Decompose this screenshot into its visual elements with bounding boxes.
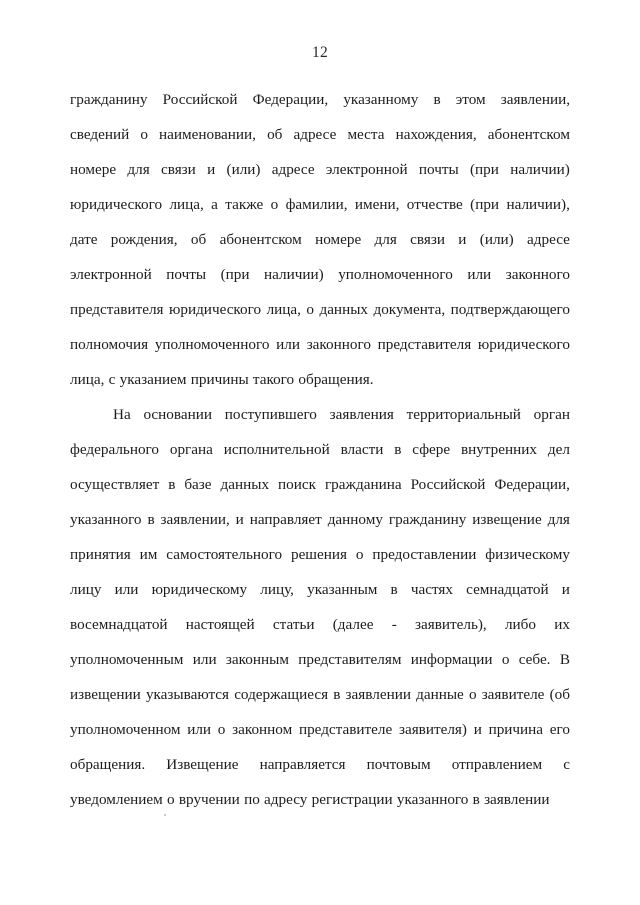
- word: федерального: [70, 441, 159, 458]
- word: о: [501, 651, 510, 668]
- word: осуществляет: [70, 476, 160, 493]
- word: принятия: [70, 546, 131, 563]
- word: исполнительной: [223, 441, 330, 458]
- word: заявлении,: [500, 91, 570, 108]
- word: представителям: [298, 651, 402, 668]
- word: почтовым: [366, 756, 431, 773]
- word: основании: [143, 406, 212, 423]
- word: представителя: [70, 301, 164, 318]
- word: регистрации: [311, 791, 393, 808]
- word: или: [276, 336, 300, 353]
- word: обращения.: [298, 371, 374, 388]
- word: юридического: [477, 336, 570, 353]
- word: отправлением: [451, 756, 543, 773]
- word: о: [355, 546, 364, 563]
- word: об: [267, 126, 283, 143]
- word: адресу: [264, 791, 308, 808]
- word: себе.: [518, 651, 551, 668]
- word: связи: [160, 161, 196, 178]
- word: (при: [470, 161, 499, 178]
- word: или: [192, 651, 217, 668]
- word: с: [563, 756, 570, 773]
- word: в: [147, 511, 155, 528]
- word: в: [394, 441, 402, 458]
- word: законного: [306, 336, 371, 353]
- word: заявителя): [398, 721, 467, 738]
- word: сведений: [70, 126, 130, 143]
- word: для: [374, 231, 397, 248]
- word: указанного: [70, 511, 142, 528]
- word: данные: [416, 686, 464, 703]
- word: места: [347, 126, 385, 143]
- word: заявлении: [484, 791, 550, 808]
- word: заявителе: [481, 686, 545, 703]
- word: обращения.: [70, 756, 146, 773]
- word: и: [207, 161, 216, 178]
- word: данному: [327, 511, 383, 528]
- word: уполномоченного: [338, 266, 453, 283]
- word: предоставлении: [372, 546, 477, 563]
- word: адресе: [271, 161, 315, 178]
- word: указанием: [119, 371, 187, 388]
- word: такого: [252, 371, 295, 388]
- word: его: [549, 721, 570, 738]
- word: статьи: [272, 616, 315, 633]
- word: (или): [479, 231, 514, 248]
- word: о: [270, 196, 279, 213]
- word: восемнадцатой: [70, 616, 168, 633]
- word: в: [333, 686, 341, 703]
- word: заявления: [329, 406, 394, 423]
- word: законным: [225, 651, 289, 668]
- word: (при: [470, 196, 500, 213]
- text-line: [70, 537, 570, 572]
- word: представителя: [377, 336, 472, 353]
- word: заявлении: [345, 686, 411, 703]
- word: о: [140, 126, 148, 143]
- paragraph-2: [70, 397, 570, 817]
- word: Федерации,: [494, 476, 570, 493]
- word: о: [217, 721, 226, 738]
- word: наличии): [510, 161, 570, 178]
- text-line: [70, 642, 570, 677]
- word: Извещение: [166, 756, 239, 773]
- word: с: [108, 371, 116, 388]
- word: законного: [505, 266, 570, 283]
- page-number: 12: [311, 44, 329, 61]
- word: рождения,: [110, 231, 178, 248]
- word: абонентском: [219, 231, 302, 248]
- word: в: [472, 791, 480, 808]
- text-line: [70, 432, 570, 467]
- word: указанным: [307, 581, 378, 598]
- word: о: [468, 686, 477, 703]
- word: наличии): [264, 266, 324, 283]
- word: номере: [315, 231, 362, 248]
- paragraph-1: [70, 82, 570, 397]
- text-line: [70, 747, 570, 782]
- word: документа,: [373, 301, 446, 318]
- word: информации: [410, 651, 493, 668]
- text-line: [70, 362, 570, 397]
- word: их: [554, 616, 570, 633]
- word: извещение: [472, 511, 542, 528]
- word: имени,: [354, 196, 400, 213]
- word: а: [211, 196, 218, 213]
- text-line: [70, 82, 570, 117]
- word: уведомлением: [70, 791, 163, 808]
- word: поиск: [278, 476, 316, 493]
- word: о: [306, 301, 314, 318]
- text-line: [70, 607, 570, 642]
- word: власти: [340, 441, 384, 458]
- word: самостоятельного: [166, 546, 283, 563]
- word: связи: [410, 231, 445, 248]
- word: об: [190, 231, 207, 248]
- word: (об: [549, 686, 570, 703]
- word: уполномоченного: [154, 336, 270, 353]
- text-line: [70, 117, 570, 152]
- word: гражданину: [70, 91, 148, 108]
- word: почты: [418, 161, 459, 178]
- word: территориальный: [406, 406, 521, 423]
- word: поступившего: [224, 406, 317, 423]
- word: (далее: [332, 616, 374, 633]
- word: заявлении,: [160, 511, 230, 528]
- word: о: [167, 791, 175, 808]
- word: отчестве: [406, 196, 463, 213]
- word: юридического: [70, 196, 163, 213]
- word: юридического: [169, 301, 262, 318]
- text-line: [70, 467, 570, 502]
- word: (или): [226, 161, 261, 178]
- text-line: [70, 327, 570, 362]
- word: для: [127, 161, 150, 178]
- word: данных: [319, 301, 368, 318]
- word: дел: [547, 441, 570, 458]
- word: адресе: [527, 231, 570, 248]
- word: направляет: [249, 511, 322, 528]
- word: для: [547, 511, 570, 528]
- document-body: [70, 82, 570, 817]
- word: и: [235, 511, 244, 528]
- word: полномочия: [70, 336, 149, 353]
- word: или: [114, 581, 139, 598]
- word: базе: [184, 476, 212, 493]
- word: подтверждающего: [450, 301, 570, 318]
- word: решения: [290, 546, 347, 563]
- word: Российской: [410, 476, 486, 493]
- word: сфере: [412, 441, 451, 458]
- scan-speck: [164, 814, 166, 816]
- word: в: [433, 91, 441, 108]
- word: На: [113, 406, 131, 423]
- word: гражданина: [324, 476, 402, 493]
- word: настоящей: [185, 616, 255, 633]
- word: почты: [166, 266, 207, 283]
- word: физическому: [485, 546, 570, 563]
- word: абонентском: [487, 126, 570, 143]
- word: этом: [455, 91, 486, 108]
- text-line: [70, 502, 570, 537]
- word: нахождения,: [395, 126, 477, 143]
- word: законном: [232, 721, 293, 738]
- word: наличии),: [506, 196, 570, 213]
- text-line: [70, 572, 570, 607]
- text-line: [70, 782, 570, 817]
- word: в: [390, 581, 398, 598]
- word: причины: [190, 371, 249, 388]
- word: дате: [70, 231, 98, 248]
- word: электронной: [325, 161, 408, 178]
- word: фамилии,: [285, 196, 348, 213]
- word: лица,: [70, 371, 105, 388]
- word: по: [244, 791, 260, 808]
- word: Федерации,: [252, 91, 329, 108]
- word: им: [139, 546, 158, 563]
- word: извещении: [70, 686, 141, 703]
- word: направляется: [259, 756, 346, 773]
- word: и: [561, 581, 570, 598]
- word: заявитель),: [414, 616, 487, 633]
- text-line: [70, 187, 570, 222]
- text-line: [70, 257, 570, 292]
- word: лица,: [169, 196, 204, 213]
- text-line: [70, 397, 570, 432]
- word: номере: [70, 161, 117, 178]
- text-line: [70, 152, 570, 187]
- word: уполномоченном: [70, 721, 181, 738]
- word: либо: [504, 616, 536, 633]
- word: уполномоченным: [70, 651, 184, 668]
- word: лицу,: [260, 581, 294, 598]
- word: в: [168, 476, 176, 493]
- word: наименовании,: [159, 126, 256, 143]
- word: содержащиеся: [234, 686, 329, 703]
- word: указанного: [396, 791, 469, 808]
- word: частях: [410, 581, 453, 598]
- word: органа: [169, 441, 213, 458]
- text-line: [70, 677, 570, 712]
- text-line: [70, 222, 570, 257]
- word: указываются: [145, 686, 230, 703]
- word: внутренних: [460, 441, 537, 458]
- word: юридическому: [151, 581, 248, 598]
- word: и: [458, 231, 467, 248]
- word: орган: [533, 406, 570, 423]
- word: В: [559, 651, 570, 668]
- word: (при: [220, 266, 250, 283]
- word: представителе: [298, 721, 393, 738]
- word: лица,: [266, 301, 301, 318]
- word: или: [467, 266, 492, 283]
- word: гражданину: [388, 511, 467, 528]
- word: Российской: [162, 91, 238, 108]
- word: вручении: [178, 791, 240, 808]
- word: лицу: [70, 581, 102, 598]
- word: -: [391, 616, 397, 633]
- word: причина: [488, 721, 544, 738]
- text-line: [70, 712, 570, 747]
- word: адресе: [293, 126, 337, 143]
- word: также: [225, 196, 264, 213]
- word: или: [187, 721, 212, 738]
- word: семнадцатой: [466, 581, 549, 598]
- word: указанному: [343, 91, 419, 108]
- word: и: [473, 721, 482, 738]
- word: данных: [220, 476, 270, 493]
- text-line: [70, 292, 570, 327]
- word: электронной: [70, 266, 152, 283]
